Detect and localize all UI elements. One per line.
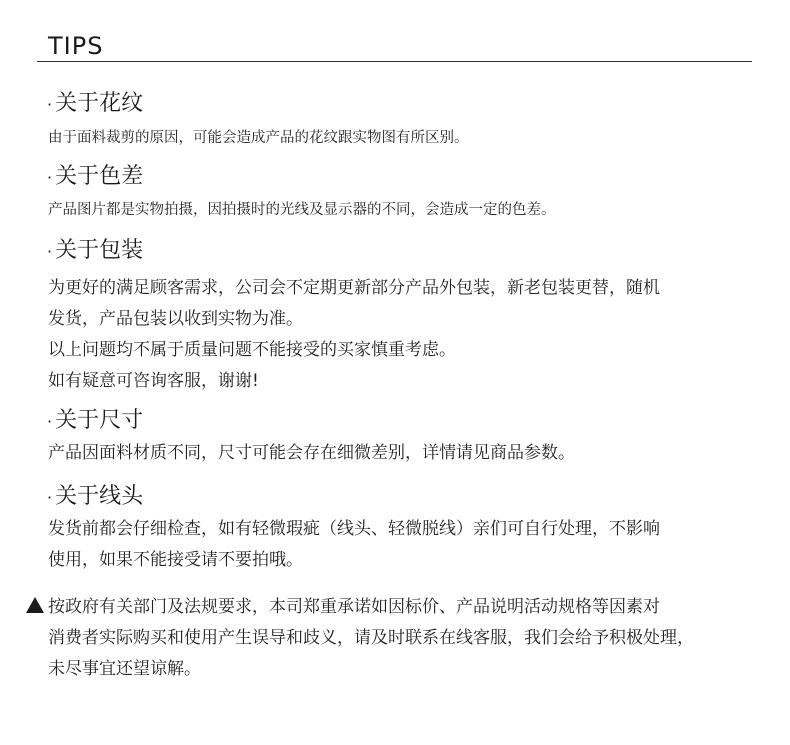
section-body-color-difference — [48, 197, 768, 223]
notice-line: 消费者实际购买和使用产生误导和歧义，请及时联系在线客服，我们会给予积极处理， — [48, 628, 694, 648]
section-heading-text: 关于包装 — [55, 238, 144, 263]
body-line: 为更好的满足顾客需求，公司会不定期更新部分产品外包装，新老包装更替，随机 — [48, 278, 660, 298]
section-heading-text: 关于线头 — [55, 484, 144, 509]
bullet-dot: · — [47, 95, 53, 114]
notice-line: 按政府有关部门及法规要求，本司郑重承诺如因标价、产品说明活动规格等因素对 — [48, 597, 660, 617]
body-line: 如有疑意可咨询客服，谢谢! — [48, 371, 259, 391]
section-heading-packaging — [47, 236, 143, 267]
body-line: 发货前都会仔细检查，如有轻微瑕疵（线头、轻微脱线）亲们可自行处理，不影响 — [48, 519, 660, 539]
title-divider — [37, 61, 752, 62]
body-line: 由于面料裁剪的原因，可能会造成产品的花纹跟实物图有所区别。 — [48, 130, 469, 146]
body-line: 使用，如果不能接受请不要拍哦。 — [48, 550, 303, 570]
bullet-dot: · — [47, 168, 53, 187]
body-line: 产品图片都是实物拍摄，因拍摄时的光线及显示器的不同，会造成一定的色差。 — [48, 202, 556, 218]
body-line: 以上问题均不属于质量问题不能接受的买家慎重考虑。 — [48, 340, 456, 360]
section-body-size — [48, 438, 768, 469]
section-body-threads — [48, 514, 768, 576]
section-heading-threads — [47, 482, 143, 513]
section-heading-pattern — [47, 89, 143, 120]
notice-text — [48, 592, 694, 685]
bullet-dot: · — [47, 412, 53, 431]
page-title: TIPS — [48, 32, 104, 60]
section-body-packaging — [48, 273, 768, 397]
section-heading-color-difference — [47, 162, 143, 193]
section-body-pattern — [48, 125, 768, 151]
warning-triangle-icon — [26, 597, 44, 613]
section-heading-text: 关于花纹 — [55, 91, 144, 116]
body-line: 发货，产品包装以收到实物为准。 — [48, 309, 303, 329]
bullet-dot: · — [47, 488, 53, 507]
notice-line: 未尽事宜还望谅解。 — [48, 659, 201, 679]
section-heading-text: 关于尺寸 — [55, 408, 144, 433]
body-line: 产品因面料材质不同，尺寸可能会存在细微差别，详情请见商品参数。 — [48, 443, 575, 463]
bullet-dot: · — [47, 242, 53, 261]
section-heading-size — [47, 406, 143, 437]
section-heading-text: 关于色差 — [55, 164, 144, 189]
